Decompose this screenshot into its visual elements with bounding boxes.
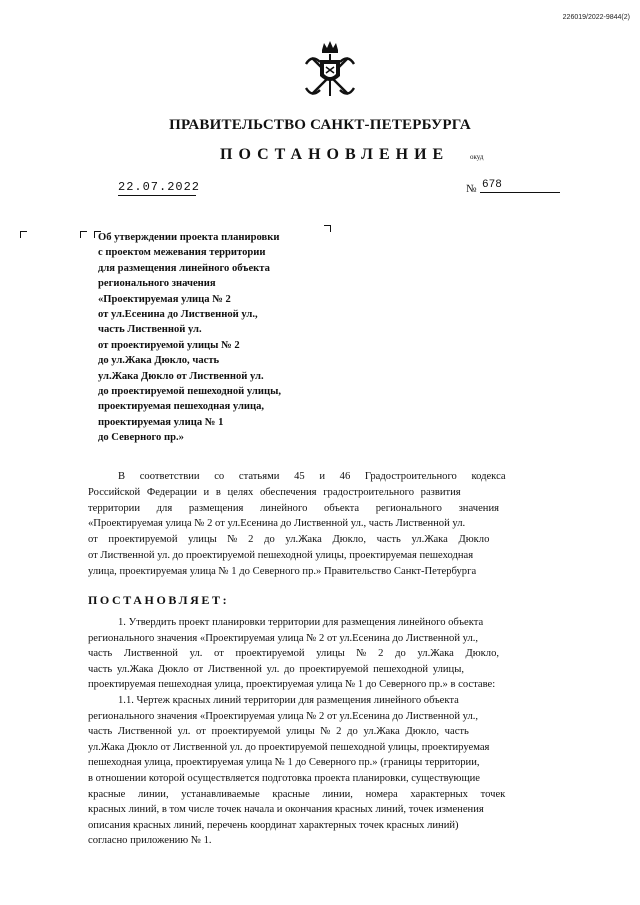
preamble-line: «Проектируемая улица № 2 от ул.Есенина до Лиственной ул., часть Лиственной ул. — [88, 518, 466, 530]
document-type-title: ПОСТАНОВЛЕНИЕ — [220, 146, 450, 163]
resolution-body — [88, 615, 596, 849]
body-line: в отношении которой осуществляется подготовка проекта планировки, существующие — [88, 772, 480, 784]
preamble-line: Российской Федерации и в целях обеспечения градостроительного развития — [88, 486, 461, 498]
body-line: 1.1. Чертеж красных линий территории для размещения линейного объекта — [118, 694, 459, 706]
document-number: 678 — [480, 179, 560, 193]
body-line: описания красных линий, перечень координат характерных точек красных линий) — [88, 819, 459, 831]
preamble-line: В соответствии со статьями 45 и 46 Градостроительного кодекса — [118, 471, 506, 482]
body-line: часть ул.Жака Дюкло от Лиственной ул. до проектируемой пешеходной улицы, — [88, 663, 464, 675]
body-line: 1. Утвердить проект планировки территории для размещения линейного объекта — [118, 617, 484, 628]
subject-line: Об утверждении проекта планировки — [98, 232, 280, 243]
subject-line: от ул.Есенина до Лиственной ул., — [98, 309, 258, 321]
subject-line: до Северного пр.» — [98, 432, 184, 444]
preamble-line: территории для размещения линейного объекта регионального значения — [88, 502, 499, 514]
document-date: 22.07.2022 — [118, 180, 201, 194]
subject-line: до проектируемой пешеходной улицы, — [98, 386, 281, 398]
subject-line: «Проектируемая улица № 2 — [98, 293, 231, 305]
body-line: часть Лиственной ул. от проектируемой улицы № 2 до ул.Жака Дюкло, — [88, 648, 500, 660]
body-line: часть Лиственной ул. от проектируемой улицы № 2 до ул.Жака Дюкло, часть — [88, 726, 469, 738]
body-line: проектируемая пешеходная улица, проектируемая улица № 1 до Северного пр.» в составе: — [88, 679, 496, 691]
okud-label: окуд — [470, 153, 484, 161]
subject-line: для размещения линейного объекта — [98, 262, 270, 274]
preamble-line: улица, проектируемая улица № 1 до Северного пр.» Правительство Санкт-Петербурга — [88, 565, 477, 577]
subject-line: ул.Жака Дюкло от Лиственной ул. — [98, 370, 264, 382]
corner-mark-left — [20, 231, 27, 238]
subject-line: до ул.Жака Дюкло, часть — [98, 355, 220, 367]
subject-line: проектируемая пешеходная улица, — [98, 401, 265, 413]
subject-line: от проектируемой улицы № 2 — [98, 339, 240, 351]
body-line: красных линий, в том числе точек начала и окончания красных линий, точек изменения — [88, 804, 484, 816]
subject-heading — [98, 230, 338, 446]
subject-line: с проектом межевания территории — [98, 247, 266, 259]
corner-mark-inner-left — [80, 231, 87, 238]
body-line: регионального значения «Проектируемая улица № 2 от ул.Есенина до Лиственной ул., — [88, 710, 479, 722]
body-line: регионального значения «Проектируемая улица № 2 от ул.Есенина до Лиственной ул., — [88, 632, 479, 644]
preamble-line: от Лиственной ул. до проектируемой пешеходной улицы, проектируемая пешеходная — [88, 549, 474, 561]
subject-line: часть Лиственной ул. — [98, 324, 202, 336]
preamble-paragraph — [88, 469, 596, 580]
body-line: ул.Жака Дюкло от Лиственной ул. до проектируемой пешеходной улицы, проектируемая — [88, 741, 490, 753]
resolves-heading: ПОСТАНОВЛЯЕТ: — [88, 593, 230, 607]
preamble-line: от проектируемой улицы № 2 до ул.Жака Дюкло, часть ул.Жака Дюкло — [88, 534, 490, 546]
subject-line: проектируемая улица № 1 — [98, 416, 224, 428]
body-line: пешеходная улица, проектируемая улица № 1 до Северного пр.» (границы территории, — [88, 757, 480, 769]
body-line: красные линии, устанавливаемые красные линии, номера характерных точек — [88, 788, 506, 800]
document-registration-number: 226019/2022-9844(2) — [562, 14, 630, 21]
body-line: согласно приложению № 1. — [88, 835, 212, 847]
number-label: № — [466, 183, 477, 195]
coat-of-arms-emblem — [302, 40, 358, 102]
issuer-title: ПРАВИТЕЛЬСТВО САНКТ-ПЕТЕРБУРГА — [169, 117, 471, 133]
subject-line: регионального значения — [98, 278, 216, 290]
